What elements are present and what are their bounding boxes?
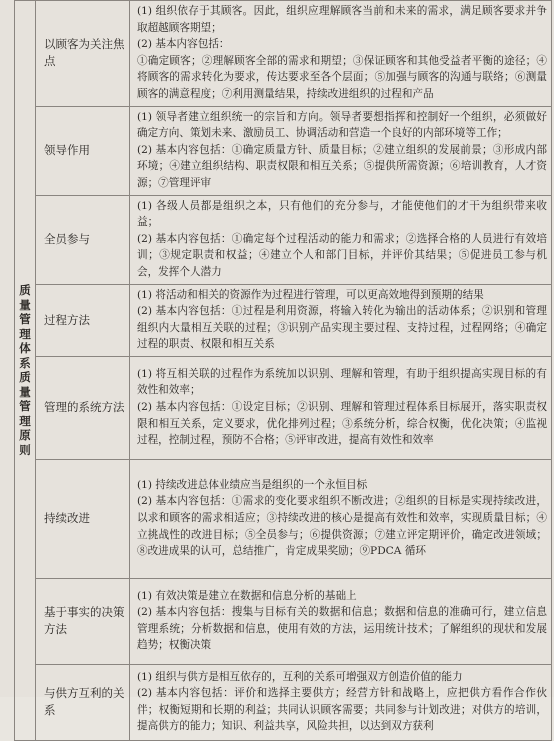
content-line: (1) 领导者建立组织统一的宗旨和方向。领导者要想指挥和控制好一个组织，必须做好确定方向、策划未来、激励员工、协调活动和营造一个良好的内部环境等工作； [137,110,547,140]
table-row [15,459,552,578]
content-line: (1) 组织依存于其顾客。因此，组织应理解顾客当前和未来的需求，满足顾客要求并争取超越顾客期望； [137,5,547,34]
principle-content [130,459,552,578]
table-row [15,195,552,284]
principle-content [130,195,552,284]
principle-name: 过程方法 [36,284,130,356]
outer-char: 系 [19,355,31,370]
content-line: (2) 基本内容包括： [137,38,230,51]
content-line: (2) 基本内容包括：评价和选择主要供方；经营方针和战略上，应把供方看作合作伙伴；权衡短期和长期的利益；共同认识顾客需要；共同参与计划改进；对供方的培训，提高供方的能力；知识、利益共享，风险共担，以达到双方获利 [137,687,547,733]
principle-name: 全员参与 [36,195,130,284]
table-row [15,578,552,664]
content-line: (2) 基本内容包括：①过程是利用资源，将输入转化为输出的活动体系；②识别和管理组织内大量相互关联的过程；③识别产品实现主要过程、支持过程，过程网络；④确定过程的职责、权限和相互关系 [137,305,547,351]
content-line: (2) 基本内容包括：①确定每个过程活动的能力和需求；②选择合格的人员进行有效培训；③规定职责和权益；④建立个人和部门目标，并评价其结果；⑤促进员工参与机会，发挥个人潜力 [137,232,547,278]
table-row [15,356,552,459]
outer-char: 理 [19,413,31,428]
outer-char: 管 [19,312,31,327]
principle-content [130,578,552,664]
table-row [15,106,552,195]
table-row [15,1,552,107]
outer-char: 量 [19,384,31,399]
content-line: (2) 基本内容包括：①需求的变化要求组织不断改进；②组织的目标是实现持续改进，以求和顾客的需求相适应；③持续改进的核心是提高有效性和效率，实现质量目标；④立挑战性的改进目标；⑤全员参与；⑥提供资源；⑦建立评定期评价，确定改进领域；⑧改进成果的认可，总结推广，肯定成果奖励；⑨PDCA 循环 [137,495,547,558]
content-line: (2) 基本内容包括：搜集与目标有关的数据和信息；数据和信息的准确可行，建立信息管理系统；分析数据和信息，使用有效的方法，运用统计技术；了解组织的现状和发展趋势；权衡决策 [137,606,547,652]
outer-char: 体 [19,341,31,356]
content-line: ①确定顾客；②理解顾客全部的需求和期望；③保证顾客和其他受益者平衡的途径；④将顾客的需求转化为要求，传达要求至各个层面；⑤加强与顾客的沟通与联络；⑥测量顾客的满意程度；⑦利用测量结果，持续改进组织的过程和产品 [137,54,547,100]
outer-char: 量 [19,297,31,312]
principle-name: 基于事实的决策方法 [36,578,130,664]
principle-name: 持续改进 [36,459,130,578]
content-line: (1) 将互相关联的过程作为系统加以识别、理解和管理，有助于组织提高实现目标的有效性和效率； [137,367,547,397]
principle-content [130,284,552,356]
outer-char: 质 [19,283,31,298]
principle-content [130,106,552,195]
content-line: (1) 各级人员都是组织之本，只有他们的充分参与，才能使他们的才干为组织带来收益； [137,199,547,229]
outer-char: 理 [19,326,31,341]
content-line: (2) 基本内容包括：①设定目标；②识别、理解和管理过程体系目标展开，落实职责权限和相互关系，定义要求，优化排列过程；③系统分析，综合权衡，优化决策；④监视过程，控制过程，预防不合格；⑤评审改进，提高有效性和效率 [137,401,547,447]
principle-content [130,1,552,107]
outer-char: 质 [19,370,31,385]
table-row [15,284,552,356]
principle-content [130,664,552,740]
content-line: (1) 有效决策是建立在数据和信息分析的基础上 [137,589,357,602]
outer-char: 原 [19,428,31,443]
content-line: (1) 持续改进总体业绩应当是组织的一个永恒目标 [137,478,368,491]
content-line: (2) 基本内容包括：①确定质量方针、质量目标；②建立组织的发展前景；③形成内部环境；④建立组织结构、职责权限和相互关系；⑤提供所需资源；⑥培训教育，人才资源；⑦管理评审 [137,143,547,189]
table-row [15,664,552,740]
principle-content [130,356,552,459]
content-line: (1) 组织与供方是相互依存的，互利的关系可增强双方创造价值的能力 [137,670,463,683]
principle-name: 领导作用 [36,106,130,195]
outer-char: 管 [19,399,31,414]
principle-name: 与供方互利的关系 [36,664,130,740]
outer-category-cell [15,1,36,741]
content-line: (1) 将活动和相关的资源作为过程进行管理，可以更高效地得到预期的结果 [137,288,484,301]
principle-name: 管理的系统方法 [36,356,130,459]
outer-char: 则 [19,442,31,457]
principle-name: 以顾客为关注焦点 [36,1,130,107]
quality-principles-table [14,0,552,741]
